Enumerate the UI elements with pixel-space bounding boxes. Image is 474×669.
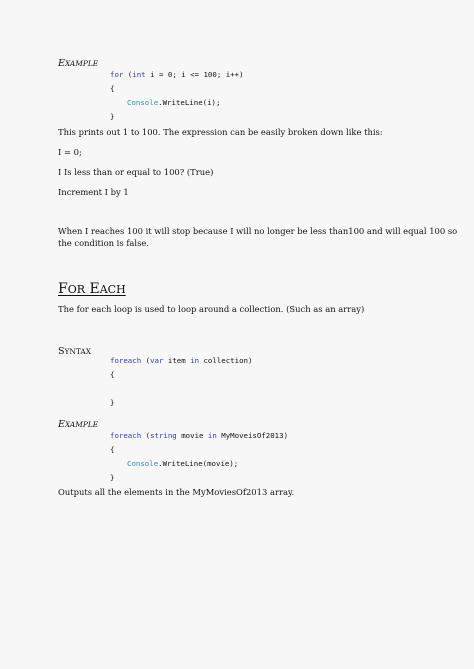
paragraph-prints: This prints out 1 to 100. The expression can be easily broken down like this:	[58, 127, 383, 137]
code-line: }	[110, 398, 115, 407]
paragraph-i-equals-0: I = 0;	[58, 147, 82, 157]
syntax-heading: SYNTAX	[58, 346, 91, 357]
paragraph-outputs: Outputs all the elements in the MyMoviesOf2013 array.	[58, 487, 295, 497]
code-line: {	[110, 370, 115, 379]
code-block-foreach-example	[110, 431, 288, 483]
example-heading-2: EXAMPLE	[58, 419, 99, 430]
code-line: {	[110, 445, 115, 454]
code-block-for-loop	[110, 70, 244, 122]
code-line: }	[110, 112, 115, 121]
code-line: for (int i = 0; i <= 100; i++)	[110, 70, 244, 79]
paragraph-increment: Increment I by 1	[58, 187, 129, 197]
code-line: {	[110, 84, 115, 93]
code-line: Console.WriteLine(i);	[127, 98, 221, 107]
paragraph-for-each-intro: The for each loop is used to loop around a collection. (Such as an array)	[58, 304, 365, 314]
code-line: Console.WriteLine(movie);	[127, 459, 239, 468]
code-line: }	[110, 473, 115, 482]
paragraph-less-than: I Is less than or equal to 100? (True)	[58, 167, 214, 177]
paragraph-when-reaches-line2: the condition is false.	[58, 238, 150, 248]
paragraph-when-reaches-line1: When I reaches 100 it will stop because I will no longer be less than100 and will equal 100 so	[58, 226, 458, 236]
code-line: foreach (string movie in MyMoveisOf2013)	[110, 431, 289, 440]
code-line: foreach (var item in collection)	[110, 356, 253, 365]
code-block-foreach-syntax	[110, 356, 252, 408]
section-title-for-each: FOR EACH	[58, 281, 126, 297]
example-heading-1: EXAMPLE	[58, 58, 99, 69]
